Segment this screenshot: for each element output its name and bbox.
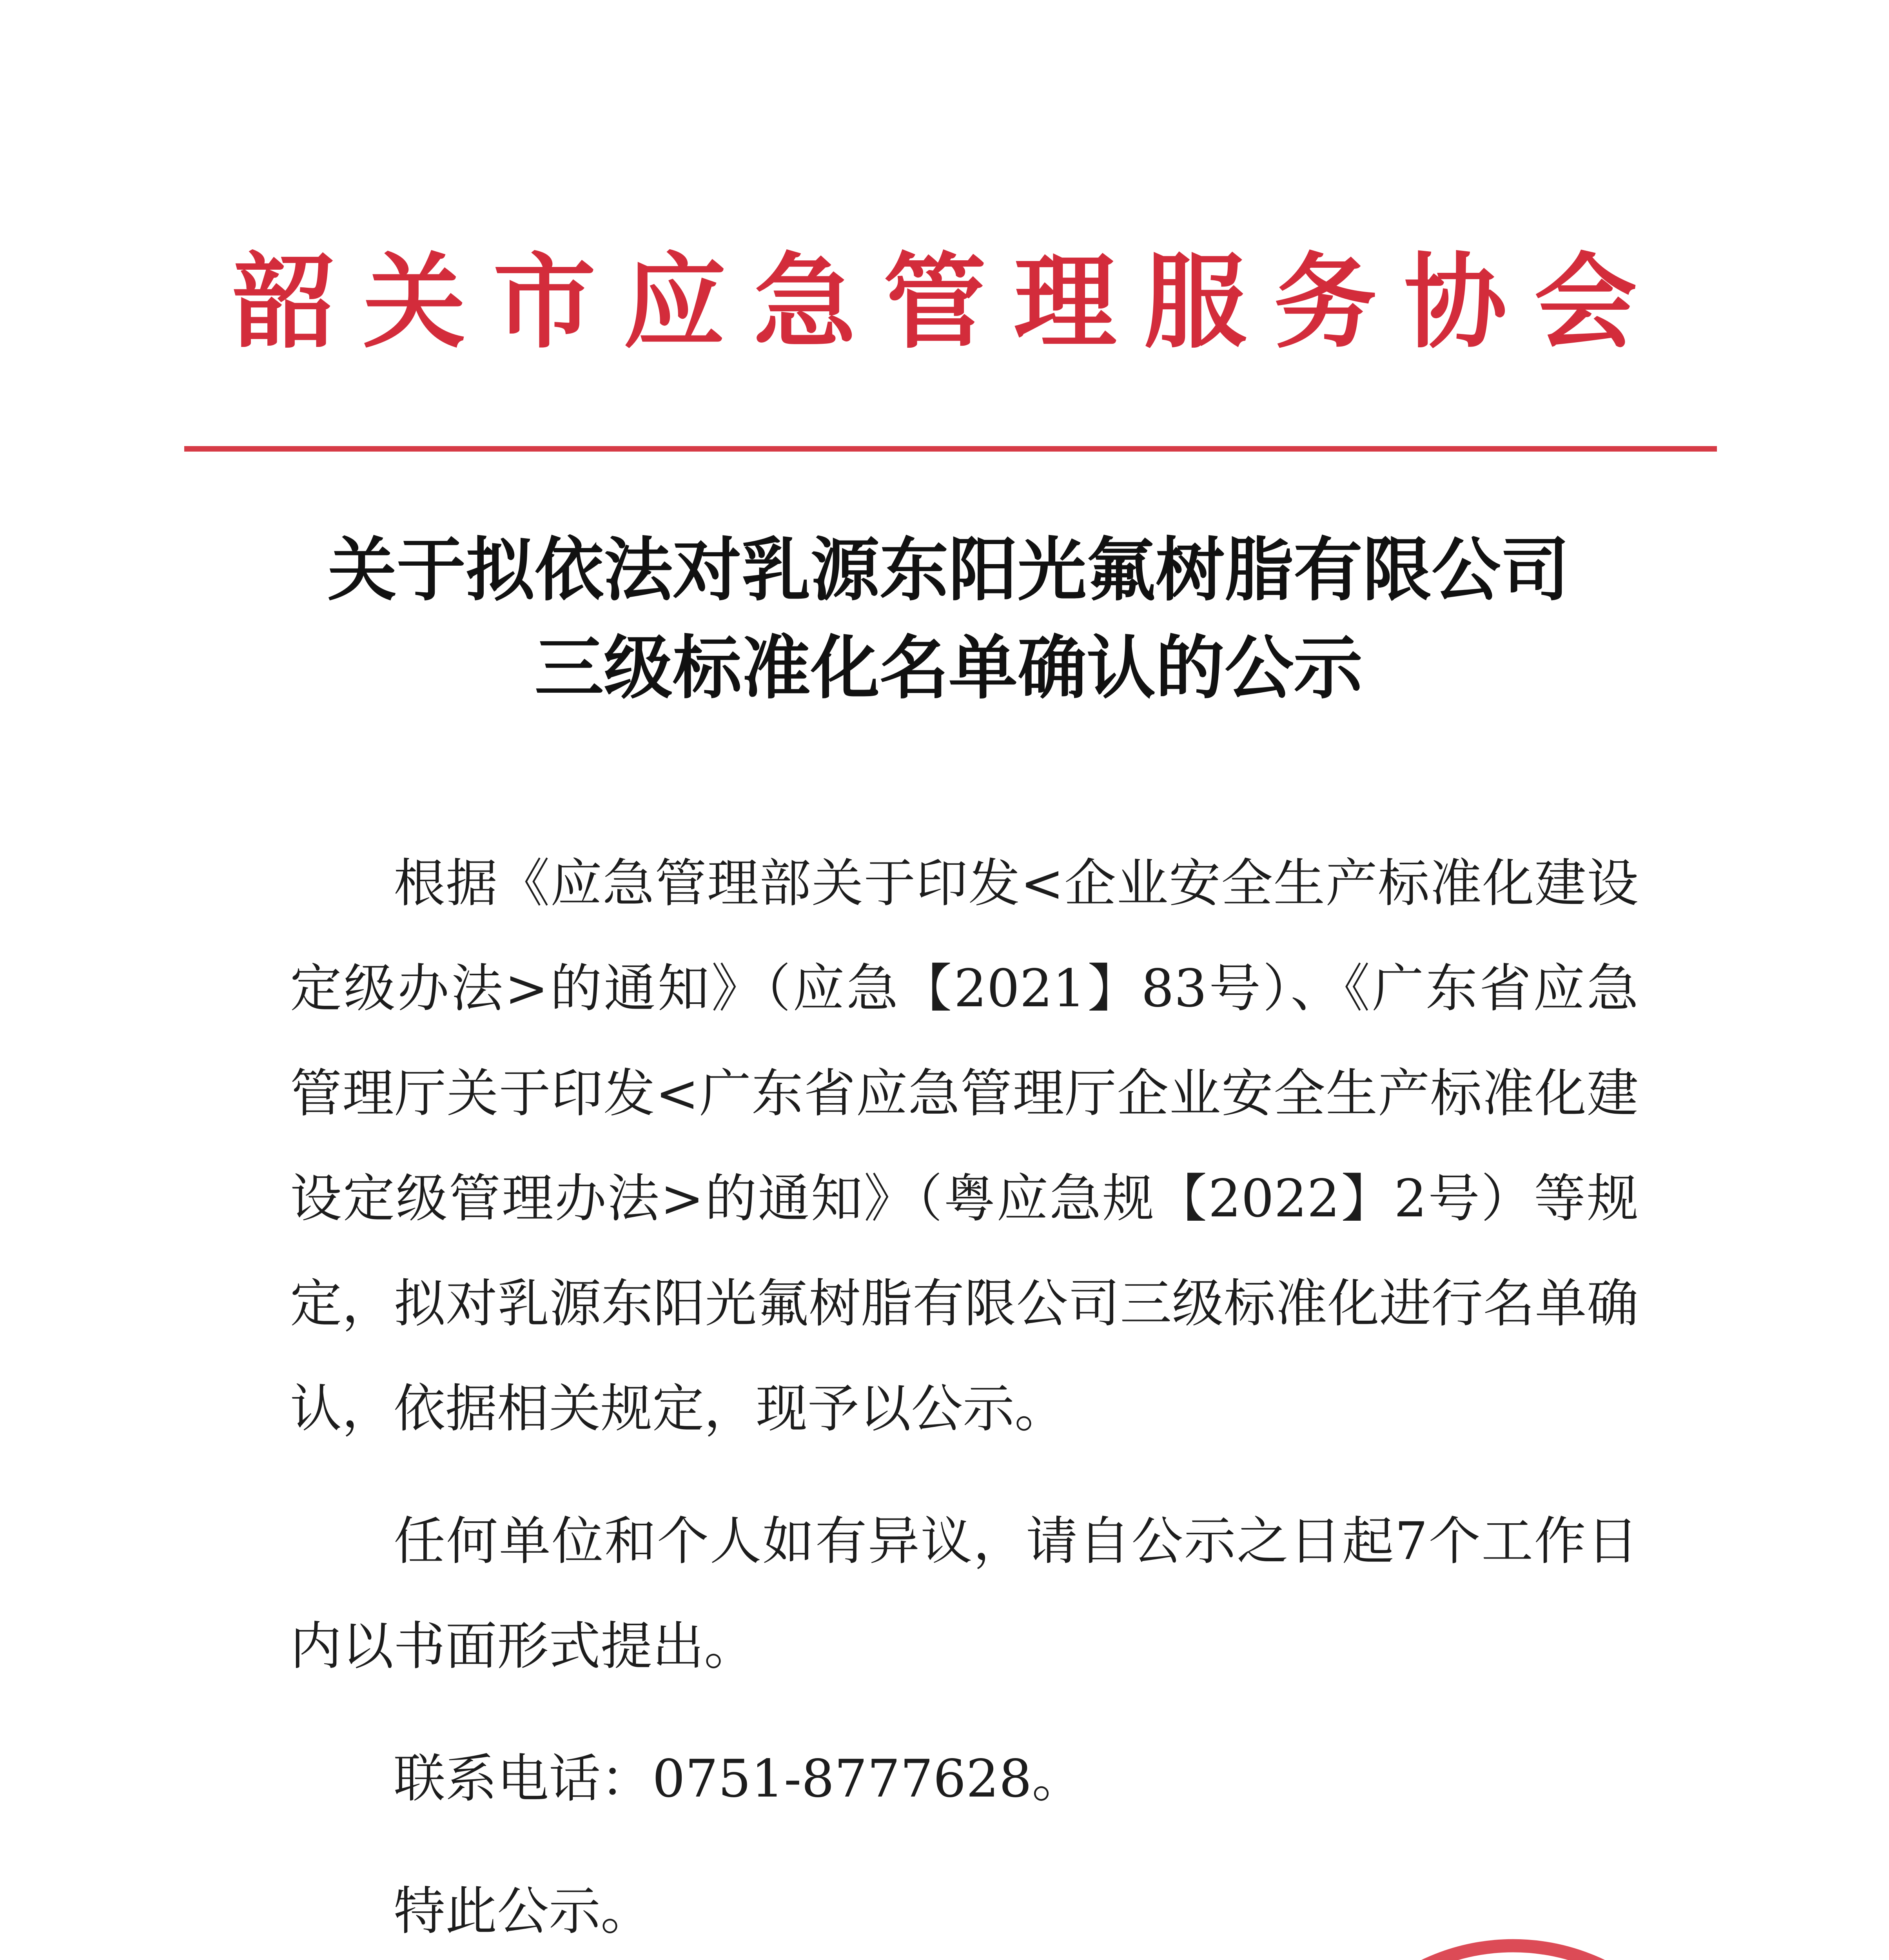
body-paragraph-objection: 任何单位和个人如有异议，请自公示之日起7个工作日内以书面形式提出。 bbox=[290, 1511, 1639, 1677]
document-body bbox=[290, 831, 1639, 1960]
letterhead-red-rule bbox=[184, 446, 1717, 452]
document-title bbox=[235, 521, 1662, 717]
document-title-line-1: 关于拟依法对乳源东阳光氟树脂有限公司 bbox=[327, 530, 1570, 610]
body-paragraph-closing: 特此公示。 bbox=[394, 1881, 652, 1942]
body-paragraph-contact: 联系电话：0751-8777628。 bbox=[394, 1749, 1084, 1809]
official-seal bbox=[1294, 1933, 1733, 1960]
document-title-line-2: 三级标准化名单确认的公示 bbox=[534, 628, 1363, 708]
body-paragraph-basis: 根据《应急管理部关于印发<企业安全生产标准化建设定级办法>的通知》（应急【2021】83号）、《广东省应急管理厅关于印发<广东省应急管理厅企业安全生产标准化建设定级管理办法>的通知》（粤应急规【2022】2号）等规定，拟对乳源东阳光氟树脂有限公司三级标准化进行名单确认，依据相关规定，现予以公示。 bbox=[290, 853, 1639, 1439]
letterhead-organization-name: 韶关市应急管理服务协会 bbox=[233, 241, 1664, 362]
